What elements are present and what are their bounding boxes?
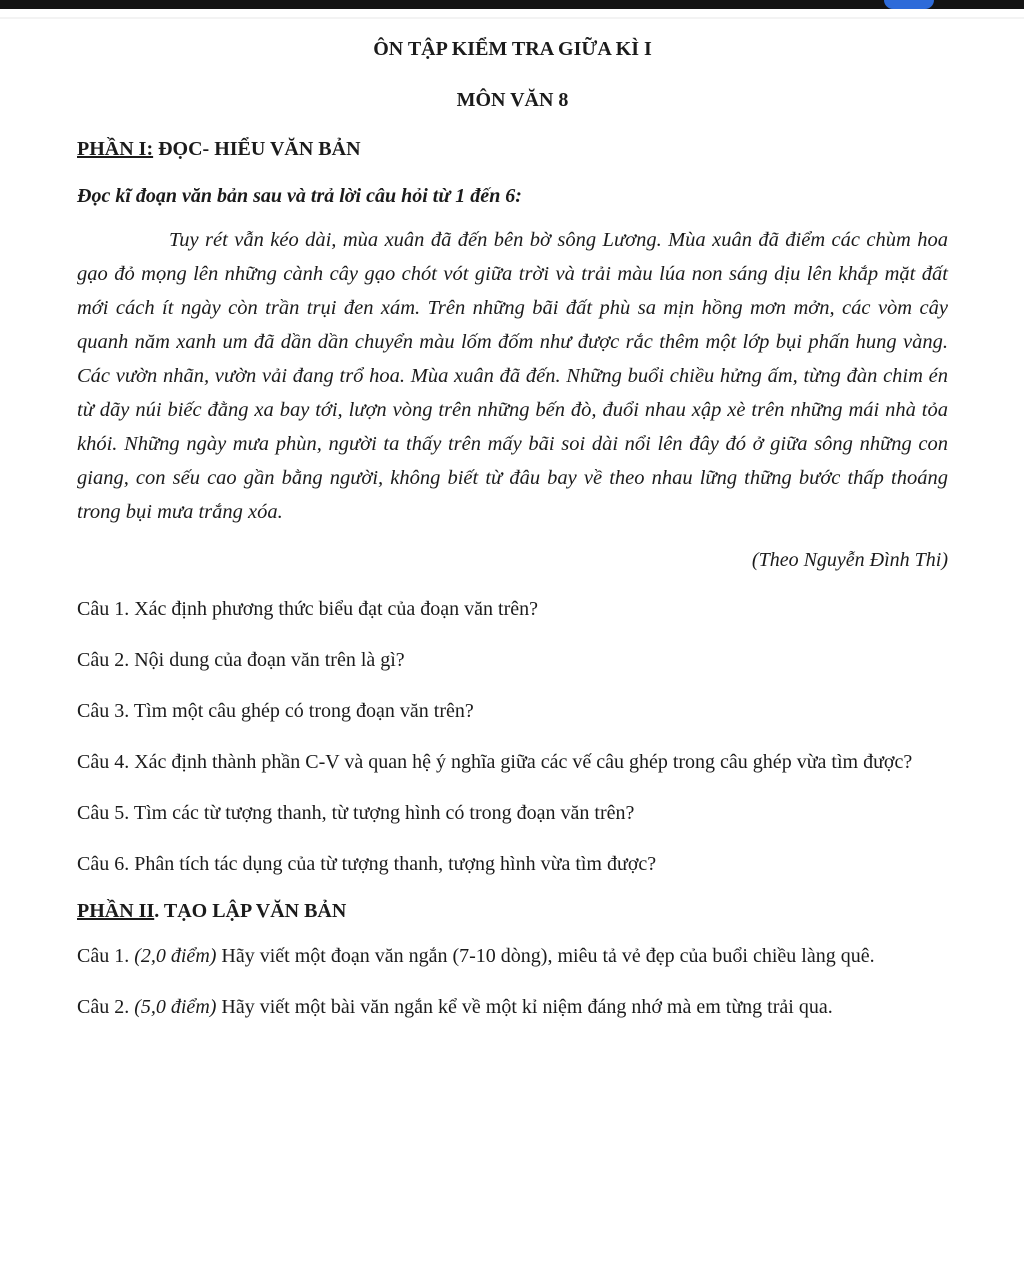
part1-question-1: Câu 1. Xác định phương thức biểu đạt của đoạn văn trên? (77, 598, 539, 620)
browser-tab-accent[interactable] (884, 0, 934, 9)
question-text: Hãy viết một bài văn ngắn kể về một kỉ niệm đáng nhớ mà em từng trải qua. (221, 996, 833, 1018)
part1-question-2: Câu 2. Nội dung của đoạn văn trên là gì? (77, 649, 405, 671)
part1-question-6: Câu 6. Phân tích tác dụng của từ tượng thanh, tượng hình vừa tìm được? (77, 853, 657, 875)
part2-heading-label: PHẦN II (77, 900, 155, 922)
part2-heading-text: . TẠO LẬP VĂN BẢN (154, 900, 347, 922)
document-title: ÔN TẬP KIỂM TRA GIỮA KÌ I (373, 38, 652, 60)
part1-heading-text: ĐỌC- HIỂU VĂN BẢN (153, 138, 361, 160)
part2-heading (77, 898, 948, 924)
question-label: Câu 2. (77, 996, 130, 1018)
document-page (0, 9, 1024, 1041)
part2-question-2 (77, 990, 948, 1024)
part1-heading (77, 136, 948, 162)
part1-question-5: Câu 5. Tìm các từ tượng thanh, từ tượng hình có trong đoạn văn trên? (77, 802, 635, 824)
reading-instruction: Đọc kĩ đoạn văn bản sau và trả lời câu hỏi từ 1 đến 6: (77, 185, 522, 207)
part1-question-3: Câu 3. Tìm một câu ghép có trong đoạn văn trên? (77, 700, 474, 722)
question-points: (2,0 điểm) (134, 945, 217, 967)
document-subtitle: MÔN VĂN 8 (456, 89, 569, 111)
question-text: Hãy viết một đoạn văn ngắn (7-10 dòng), miêu tả vẻ đẹp của buổi chiều làng quê. (221, 945, 875, 967)
question-label: Câu 1. (77, 945, 130, 967)
part1-questions (77, 592, 948, 881)
reading-passage: Tuy rét vẫn kéo dài, mùa xuân đã đến bên bờ sông Lương. Mùa xuân đã điểm các chùm hoa gạo đỏ mọng lên những cành cây gạo chót vót giữa trời và trải màu lúa non sáng dịu lên khắp mặt đất mới cách ít ngày còn trần trụi đen xám. Trên những bãi đất phù sa mịn hồng mơn mởn, các vòm cây quanh năm xanh um đã dần dần chuyển màu lốm đốm như được rắc thêm một lớp bụi phấn hung vàng. Các vườn nhãn, vườn vải đang trổ hoa. Mùa xuân đã đến. Những buổi chiều hửng ấm, từng đàn chim én từ dãy núi biếc đằng xa bay tới, lượn vòng trên những bến đò, đuổi nhau xập xè trên những mái nhà tỏa khói. Những ngày mưa phùn, người ta thấy trên mấy bãi soi dài nổi lên đây đó ở giữa sông những con giang, con sếu cao gần bằng người, không biết từ đâu bay về theo nhau lững thững bước thấp thoáng trong bụi mưa trắng xóa. (77, 229, 948, 523)
part2-question-1 (77, 939, 948, 973)
part1-question-4: Câu 4. Xác định thành phần C-V và quan hệ ý nghĩa giữa các vế câu ghép trong câu ghép vừa tìm được? (77, 751, 913, 773)
browser-top-bar (0, 0, 1024, 9)
passage-attribution: (Theo Nguyễn Đình Thi) (751, 549, 948, 571)
part1-heading-label: PHẦN I: (77, 138, 154, 160)
part2-questions (77, 939, 948, 1024)
question-points: (5,0 điểm) (134, 996, 217, 1018)
